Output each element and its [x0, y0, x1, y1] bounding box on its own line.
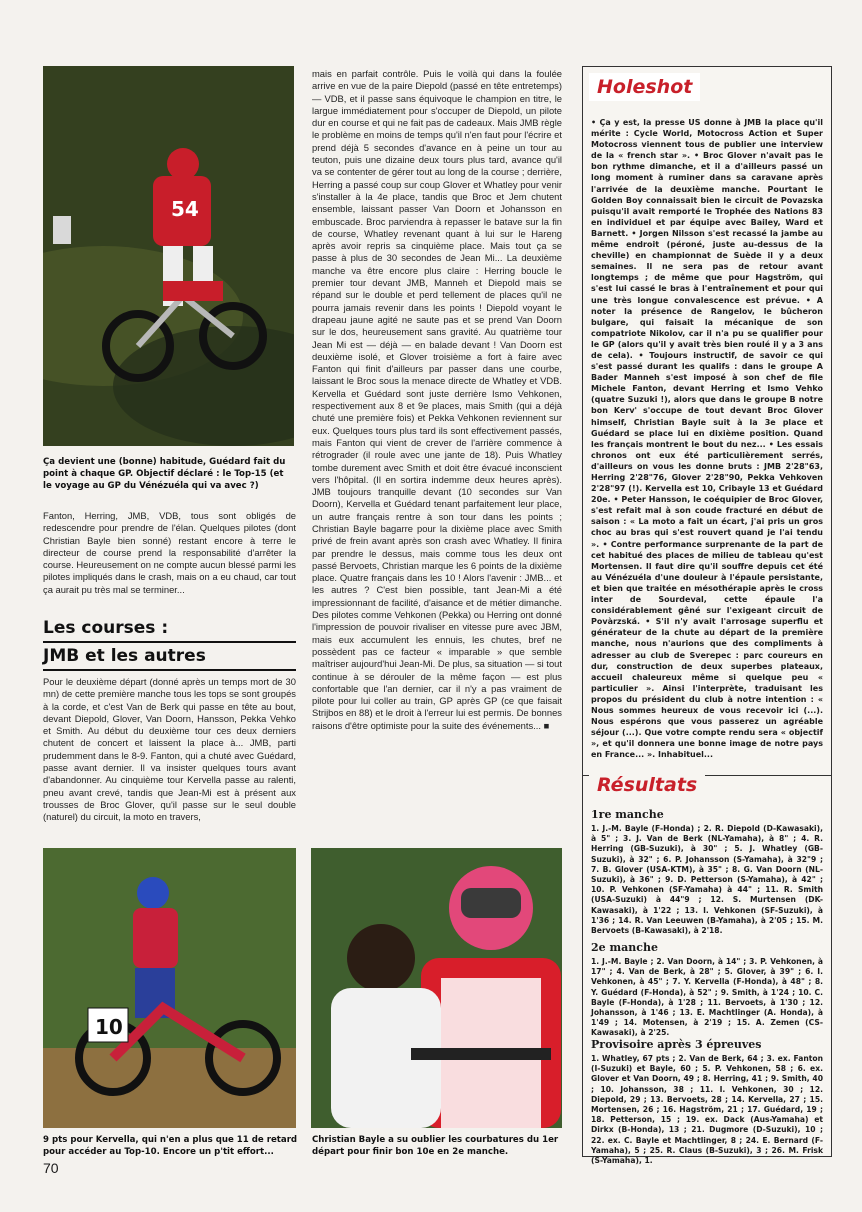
rider-kervella-illustration: [43, 848, 296, 1128]
photo-rider-kervella: [43, 848, 296, 1128]
heading-rule-1: [43, 641, 296, 643]
section-heading-jmb: JMB et les autres: [43, 646, 206, 666]
article-end-mark: ■: [543, 719, 550, 731]
heading-rule-2: [43, 669, 296, 671]
left-column-paragraph-2: Pour le deuxième départ (donné après un temps mort de 30 mn) de cette première manche tous les tops se sont groupés à la corde, et c'est Van de Berk qui passe en tête au bout, devant Diepold, Glover, Van Doorn, Hansson, Pekka Vehko et Smith. Au début du deuxième tour ces deux derniers chutent de concert et laissent la place à... JMB, parti prudemment dans le 8-9. Fanton, qui a chuté avec Guédard, passe avant dernier. Il va insister quelques tours avant d'abandonner. Au cinquième tour Kervella passe au ralenti, pneu avant crevé, tandis que Jean-Mi est à présent aux trousses de Broc Glover, qu'il passe sur le seul double (naturel) du circuit, la moto en travers,: [43, 676, 296, 823]
christian-bayle-illustration: [311, 848, 562, 1128]
results-box: [582, 774, 832, 1166]
holeshot-title: Holeshot: [589, 73, 700, 101]
results-text-provisoire: 1. Whatley, 67 pts ; 2. Van de Berk, 64 ; 3. ex. Fanton (I-Suzuki) et Bayle, 60 ; 5. P. Vehkonen, 58 ; 6. ex. Glover et Van Doorn, 49 ; 8. Herring, 41 ; 9. Smith, 40 ; 10. Johansson, 38 ; 11. I. Vehkonen, 30 ; 12. Diepold, 29 ; 13. Bervoets, 28 ; 14. Kervella, 27 ; 15. Mortensen, 26 ; 16. Hagström, 21 ; 17. Guédard, 19 ; 18. Petterson, 15 ; 19. ex. Dack (Aus-Yamaha) et Dirkx (B-Honda), 13 ; 21. Dugmore (D-Suzuki), 10 ; 22. ex. C. Bayle et Machtlinger, 8 ; 24. E. Bernard (F-Yamaha), 5 ; 25. R. Claus (B-Suzuki), 3 ; 26. M. Frisk (S-Yamaha), 1.: [591, 1054, 823, 1166]
page-number: 70: [43, 1160, 59, 1176]
results-text-manche2: 1. J.-M. Bayle ; 2. Van Doorn, à 14" ; 3. P. Vehkonen, à 17" ; 4. Van de Berk, à 28" ; 5. Glover, à 39" ; 6. I. Vehkonen, à 45" ; 7. Y. Kervella (F-Honda), à 48" ; 8. Y. Guédard (F-Honda), à 52" ; 9. Smith, à 1'24 ; 10. C. Bayle (F-Honda), à 1'28 ; 11. Bervoets, à 1'30 ; 12. Johansson, à 1'46 ; 13. E. Machtlinger (A. Honda), à 1'49 ; 14. Motensen, à 2'19 ; 15. A. Zemen (CS-Kawasaki), à 2'25.: [591, 957, 823, 1038]
results-heading-manche2: 2e manche: [591, 941, 658, 954]
middle-column-body: mais en parfait contrôle. Puis le voilà qui dans la foulée arrive en vue de la paire Diepold (passé en tête entretemps) — VDB, et il passe sans équivoque le champion en titre, le largue immédiatement pour s'occuper de Diepold, un pilote dur en course et qui ne fait pas de cadeaux. Mais JMB règle le problème en moins de temps qu'il n'en faut pour l'écrire et prend déjà 5 secondes d'avance en à peine un tour au teuton, puis une dizaine deux tours plus tard, avance qu'il va se contenter de gérer tout au long de la course ; derrière, Herring a passé coup sur coup Glover et Whatley pour venir s'installer à la 4e place, tandis que Broc et Jem chutent ensemble, laissant passer Van Doorn et Johansson en embuscade. Broc parviendra à repasser le batave sur la fin de course, Whatley revenant quant à lui sur le Hareng après avoir repris sa cinquième place. Mais tout ça se passe à plus de 30 secondes de Jean Mi... La deuxième manche va être encore plus claire : Herring boucle le premier tour devant JMB, Manneh et Diepold mais se répand sur le double et perd tellement de places qu'il ne pourra jamais revenir dans les points ! Diepold voyant le drapeau jaune agité ne saute pas et se prend Van Doorn sur le dos, heureusement sans gravité. Au quatrième tour Jean Mi est — déjà — en balade devant ! Van Doorn est deuxième isolé, et Glover troisième a fort à faire avec Fanton qui finit d'ailleurs par passer dans une courbe, laissant le Broc sous la menace directe de Whatley et VDB. Kervella et Guédard sont juste derrière Ismo Vehkonen, respectivement aux 8 et 9e places, mais Smith (qui a déjà chuté une première fois) et Pekka Vehkonen reviennent sur eux. Quelques tours plus tard ils sont effectivement passés, mais Fanton qui vient de crever de l'arrière commence à rétrograder (il roule avec une jante de 18). Puis Whatley tombe durement avec Smith et doit être évacué inconscient vers l'hôpital. (Il en sortira indemme deux heures après). JMB toujours tranquille devant (10 secondes sur Van Doorn), Kervella et Guédard tenant parfaitement leur place, un autre français rentre à son tour dans les points ; Christian Bayle bagarre pour la dixième place avec Smith privé de frein avant après son crash avec Whatley. Il finira par prendre le dessus, mais comme tous les deux ont passé Bervoets, Christian marque les 6 points de la dixième place. Quatre français dans les 10 ! Alors l'avenir : JMB... et les autres ? C'est bien possible, tant Jean-Mi a été impressionnant de facilité, d'aisance et de métier dimanche. Des pilotes comme Vehkonen (Pekka) ou Herring ont donné l'impression de pouvoir rivaliser en vitesse pure avec JBM, mais eux accumulent les ennuis, les chutes, bref ne possèdent pas ce facteur « imparable » que semble maîtriser aujourd'hui Jean-Mi. De plus, sa situation — si tout continue à se dérouler de la même façon — est plus confortable que l'an dernier, car il n'y a pas vraiment de pilote pour lui coller au train, GP après GP (ce que faisait Strijbos en 88) et le droit à l'erreur lui est permis. De bonnes raisons d'être optimiste pour la suite des événements...: [312, 68, 562, 731]
rider-jump-illustration: [43, 66, 294, 446]
results-title: Résultats: [589, 772, 705, 798]
results-section-manche2: [591, 941, 823, 1039]
photo-rider-guedard: [43, 66, 294, 446]
bib-number-54: 54: [171, 197, 199, 221]
bib-number-10: 10: [95, 1015, 123, 1039]
results-section-provisoire: [591, 1038, 823, 1166]
photo2-caption: 9 pts pour Kervella, qui n'en a plus que 11 de retard pour accéder au Top-10. Encore un p'tit effort...: [43, 1135, 298, 1157]
middle-column-text: [312, 68, 562, 732]
section-heading-courses: Les courses :: [43, 618, 169, 638]
results-heading-manche1: 1re manche: [591, 808, 664, 821]
photo3-caption: Christian Bayle a su oublier les courbatures du 1er départ pour finir bon 10e en 2e manche.: [312, 1135, 559, 1157]
left-column-paragraph-1: Fanton, Herring, JMB, VDB, tous sont obligés de redescendre pour prendre de l'élan. Quelques pilotes (dont Christian Bayle bien sonné) restant encore à terre le directeur de course prend la responsabilité d'arrêter la course. Heureusement on ne compte aucun blessé parmi les pilotes impliqués dans le crash, mais on a eu chaud, car tout ça aurait pu très mal se terminer...: [43, 510, 296, 595]
photo-christian-bayle: [311, 848, 562, 1128]
results-heading-provisoire: Provisoire après 3 épreuves: [591, 1038, 762, 1051]
holeshot-box: [582, 66, 832, 816]
results-text-manche1: 1. J.-M. Bayle (F-Honda) ; 2. R. Diepold (D-Kawasaki), à 5" ; 3. J. Van de Berk (NL-Yamaha), à 8" ; 4. R. Herring (GB-Suzuki), à 30" ; 5. J. Whatley (GB-Suzuki), à 32" ; 6. P. Johansson (S-Yamaha), à 32"9 ; 7. B. Glover (USA-KTM), à 35" ; 8. G. Van Doorn (NL-Suzuki), à 36" ; 9. D. Petterson (S-Yamaha), à 42" ; 10. P. Vehkonen (SF-Yamaha) à 44" ; 11. R. Smith (USA-Suzuki) à 44"9 ; 12. S. Murtensen (DK-Kawasaki), à 1'22 ; 13. I. Vehkonen (SF-Suzuki), à 1'36 ; 14. R. Van Leeuwen (B-Yamaha), à 2'05 ; 15. M. Bervoets (B-Kawasaki), à 2'18.: [591, 824, 823, 936]
results-section-manche1: [591, 808, 823, 936]
holeshot-text: • Ça y est, la presse US donne à JMB la place qu'il mérite : Cycle World, Motocross Action et Super Motocross viennent tous de publier une interview de la « french star ». • Broc Glover n'avait pas le bon rythme dimanche, et il a d'ailleurs passé un long moment à ruminer dans sa caravane après l'arrivée de la deuxième manche. Pourtant le Golden Boy connaissait bien le circuit de Povazska puisqu'il avait remporté le Trophée des Nations 83 en individuel et par équipe avec Bailey, Ward et Barnett. • Jorgen Nilsson s'est recassé la jambe au même endroit (péroné, juste au-dessus de la cheville) en championnat de Suède il y a deux semaines. Il ne sera pas de retour avant longtemps ; de même que pour Hagström, qui s'est lui cassé le bras à l'entraînement et pour qui une très longue convalescence est prévue. • A noter la présence de Rangelov, le bûcheron bulgare, qui faisait la mécanique de son compatriote Nikolov, car il n'a pu se qualifier pour le GP (alors qu'il y avait très bien roulé il y a 3 ans de cela). • Toujours instructif, de savoir ce qui s'est passé durant les qualifs : dans le groupe A Bader Manneh s'est imposé à son chef de file Michele Fanton, devant Herring et Ismo Vehko (quatre Suzuki !), alors que dans le groupe B notre bon Kerv' s'occupe de tout devant Broc Glover himself, Christian Bayle suit à la 3e place et Guédard se place lui en dixième position. Quand les français montrent le bout du nez... • Les essais chronos ont eux été particulièrement serrés, d'ailleurs on vous les donne bruts : JMB 2'28"63, Herring 2'28"76, Glover 2'28"90, Pekka Vehkoven 2'28"97 (!). Kervella est 10, Cribayle 13 et Guédard 20e. • Peter Hansson, le coéquipier de Broc Glover, s'est refait mal à son coude fracturé en début de saison : « La moto a fait un écart, j'ai pris un gros choc au bras qui s'est rouvert quand je l'ai tendu ». • Contre performance surprenante de la part de cet habitué des places de milieu de tableau qu'est Mortensen. Il faut dire qu'il souffre depuis cet été au Vénézuéla d'une douleur à l'épaule persistante, et bien que traitée en mésothérapie après le cross inter de Sourdeval, cette épaule l'a considérablement gêné sur l'exigeant circuit de Povàrzská. • S'il n'y avait l'arrosage superflu et générateur de la chute au départ de la première manche, nous n'aurions que des compliments à adresser au club de Sverepec : parc coureurs en dur, construction de deux superbes plateaux, accueil chaleureux même si quelque peu « particulier ». Ainsi l'interprète, traduisant les propos du président du club à notre intention : « Nous sommes heureux de vous recevoir ici (...). Nous espérons que vous passerez un agréable séjour (...). Que votre compte rendu sera « objectif », et qu'il donnera une bonne image de notre pays en France... ». Inhabituel...: [591, 118, 823, 760]
photo1-caption: Ça devient une (bonne) habitude, Guédard fait du point à chaque GP. Objectif déclaré : le Top-15 (et le voyage au GP du Vénézuéla qui va avec ?): [43, 457, 286, 491]
